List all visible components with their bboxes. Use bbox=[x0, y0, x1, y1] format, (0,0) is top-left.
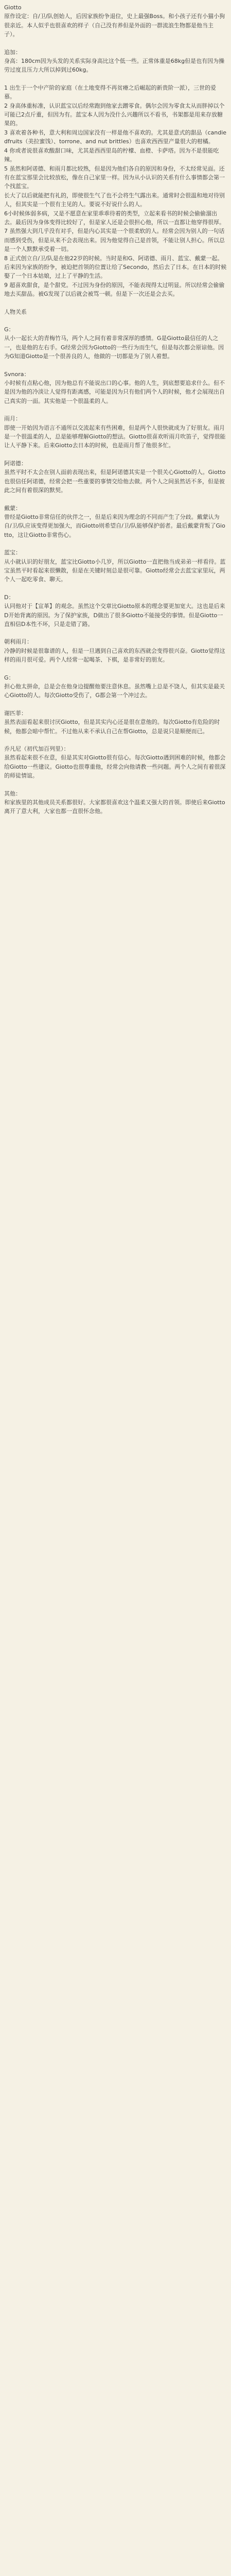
paragraph: 认同他对于【宣革】的观念。虽然这个交章比Giotto原本的理念要更加宽大。这也是后来D开始背离的原因。为了保护家族，D做出了很多Giotto不能接受的事情。但是Giotto一直相信D本性不坏，只是走错了路。 bbox=[4, 603, 225, 628]
paragraph: 虽然平时不太会在别人面前表现出来，但是阿诺德其实是一个很关心Giotto的人。Giotto也很信任阿诺德，经常会把一些重要的事情交给他去做。两个人之间虽然话不多，但是彼此之间有着很深的默契。 bbox=[4, 469, 226, 494]
paragraph: Giotto bbox=[4, 4, 22, 11]
paragraph: 蓝宝： bbox=[4, 549, 21, 556]
paragraph: 追加： bbox=[4, 48, 21, 56]
paragraph: 1 出生于一个中产阶的家庭（在土地变得不再贫瘠之后崛起的新贵阶一派），三世的爱慕。 bbox=[4, 84, 216, 100]
paragraph-gap bbox=[4, 316, 227, 325]
paragraph-gap bbox=[4, 539, 227, 548]
paragraph-gap bbox=[4, 450, 227, 459]
paragraph: 乔凡尼（初代加百列里）： bbox=[4, 745, 69, 753]
paragraph: 从小一起长大的青梅竹马，两个人之间有着非常深厚的感情。G是Giotto最信任的人之一，也是他的左右手。G经常会因为Giotto的一些行为而生气，但是每次都会原谅他。因为G知道Giotto是一个很善良的人，他做的一切都是为了别人着想。 bbox=[4, 335, 224, 360]
paragraph: 长大了以后就能把有礼的，即使很生气了也不会将生气露出来。通常时会很温和地对待别人，但其实是一个很有主见的人。要说不好说什么的人。 bbox=[4, 192, 225, 208]
paragraph-gap bbox=[4, 665, 227, 673]
paragraph: 阿诺德： bbox=[4, 460, 27, 467]
paragraph-gap bbox=[4, 39, 227, 48]
paragraph: 7 虽然强大到几乎没有对手，但是内心其实是一个很柔软的人。经常会因为别人的一句话而感到受伤，但是从来不会表现出来。因为他觉得自己是首领，不能让别人担心。所以总是一个人默默承受着一切。 bbox=[4, 228, 225, 253]
paragraph: 8 正式创立自/卫/队是在他22岁的时候。当时是和G、阿诺德、雨月、蓝宝、戴蒙一起。后来因为家族的纷争，被迫把首领的位置让给了Secondo，然后去了日本。在日本的时候娶了一个日本姑娘，过上了平静的生活。 bbox=[4, 255, 227, 280]
paragraph: 3 喜欢着各种书，意大利和周边国家没有一样是他不喜欢的。尤其是意式的甜品（candiedfruits（美拉蜜饯）、torrone、and nut brittles）也喜欢西西里产量很大的柑橘。 bbox=[4, 129, 227, 145]
paragraph: 曾经是Giotto非常信任的伙伴之一，但是后来因为理念的不同而产生了分歧。戴蒙认为自/卫/队应该变得更加强大，而Giotto则希望自/卫/队能够保护弱者。最后戴蒙背叛了Giotto，这让Giotto非常伤心。 bbox=[4, 513, 225, 538]
paragraph-gap bbox=[4, 405, 227, 414]
paragraph: 小时候有点粘心他，因为他总有不能说出口的心事。他的人生，到底想要追求什么。但不是因为他的冷淡让人觉得有距离感，可能是因为只有他们两个人的时候，他才会展现出自己真实的一面。其实他是一个很温柔的人。 bbox=[4, 380, 225, 404]
paragraph-gap bbox=[4, 495, 227, 504]
paragraph: G： bbox=[4, 674, 14, 681]
paragraph: 9 超喜欢甜食，是个甜党。不过因为身份的原因，不能表现得太过明显。所以经常会偷偷地去买甜品。被G发现了以后就会被骂一顿。但是下一次还是会去买。 bbox=[4, 281, 225, 298]
paragraph: 戴蒙： bbox=[4, 504, 21, 512]
paragraph: 谢匹菲： bbox=[4, 709, 27, 717]
paragraph: G： bbox=[4, 326, 14, 333]
paragraph: 5 虽然和阿诺德、和雨月都比较熟，但是因为他们各自的原因和身份，不太经常见面。还有在蓝宝那里会比较放松，像在自己家里一样。因为从小认识的关系有什么事情都会第一个找蓝宝。 bbox=[4, 165, 225, 190]
paragraph: 虽然表面看起来很讨厌Giotto，但是其实内心还是很在意他的。每次Giotto有危险的时候，他都会暗中帮忙。不过他从来不承认自己在帮Giotto，总是说只是顺便而已。 bbox=[4, 719, 220, 735]
paragraph-gap bbox=[4, 781, 227, 789]
paragraph: 其他： bbox=[4, 790, 21, 797]
paragraph: 身高：180cm因为头发的关系实际身高比这个低一些。正常体重是68kg但是也有因为操劳过度且压力大所以掉到过60kg。 bbox=[4, 58, 225, 74]
paragraph: 2 身高体重标准，认识蓝宝以后经常跑到他家去蹭零食。偶尔会因为零食太从而胖掉以个可能已2点斤重，但因为有。蓝宝本人因为没什么兴趣所以不看书，书架都是用来存放糖果的。 bbox=[4, 102, 225, 127]
paragraph: 从小就认识的好朋友，蓝宝比Giotto小几岁，所以Giotto一直把他当成弟弟一样看待。蓝宝虽然平时看起来很懒散，但是在关键时刻总是很可靠。Giotto经常会去蓝宝家里玩，两个人一起吃零食、聊天。 bbox=[4, 558, 226, 583]
paragraph: 人物关系 bbox=[4, 308, 27, 315]
paragraph: 4 你或者说很喜欢酸甜口味，尤其是西西里岛的柠檬、血橙、卡萨塔。因为不是很能吃辣。 bbox=[4, 147, 219, 163]
paragraph: 朝利雨月： bbox=[4, 638, 32, 646]
paragraph-gap bbox=[4, 584, 227, 593]
paragraph-gap bbox=[4, 299, 227, 308]
paragraph-gap bbox=[4, 700, 227, 709]
paragraph: 原作设定：自/卫/队创始人，后因家族纷争退位，史上最强Boss。和小孩子还有小猫小狗很亲近。本人似乎也很喜欢的样子（自己没有养但是外面的一群流浪生物都是他当主子）。 bbox=[4, 13, 225, 38]
paragraph: 和家族里的其他成员关系都很好。大家都很喜欢这个温柔又强大的首领。即使后来Giotto离开了意大利，大家也都一直很怀念他。 bbox=[4, 799, 225, 815]
paragraph-gap bbox=[4, 75, 227, 83]
paragraph: 即使一开始因为语言不通所以交流起来有些困难，但是两个人很快就成为了好朋友。雨月是一个很温柔的人，总是能够理解Giotto的想法。Giotto很喜欢听雨月吹笛子，觉得很能让人平静下来。后来Giotto去日本的时候，也是雨月帮了他很多忙。 bbox=[4, 424, 226, 449]
paragraph: 担心他太拼命，总是会在他身边提醒他要注意休息。虽然嘴上总是不饶人，但其实是最关心Giotto的人。每次Giotto受伤了，G都会第一个冲过去。 bbox=[4, 683, 225, 699]
paragraph: 冷静的时候是很靠谱的人，但是一旦遇到自己喜欢的东西就会变得很兴奋。Giotto觉得这样的雨月很可爱。两个人经常一起喝茶、下棋，是非常好的朋友。 bbox=[4, 647, 225, 664]
paragraph: Svnora： bbox=[4, 370, 30, 378]
paragraph-gap bbox=[4, 629, 227, 637]
paragraph: 虽然看起来很不在意，但是其实对Giotto很有信心。每次Giotto遇到困难的时候，他都会给Giotto一些建议。Giotto也很尊重他，经常会向他请教一些问题。两个人之间有着很深的师徒情谊。 bbox=[4, 754, 226, 779]
paragraph: 雨月： bbox=[4, 415, 21, 422]
paragraph-gap bbox=[4, 361, 227, 370]
paragraph-gap bbox=[4, 736, 227, 744]
paragraph: D： bbox=[4, 594, 14, 601]
paragraph: 6小时候体弱多病，又是不愿意在家里乖乖待着的类型，立起来看书的时候会偷偷溜出去。最后因为身体变得比较好了，但是家人还是会很担心他，所以一直都让他穿得很厚。 bbox=[4, 210, 225, 226]
